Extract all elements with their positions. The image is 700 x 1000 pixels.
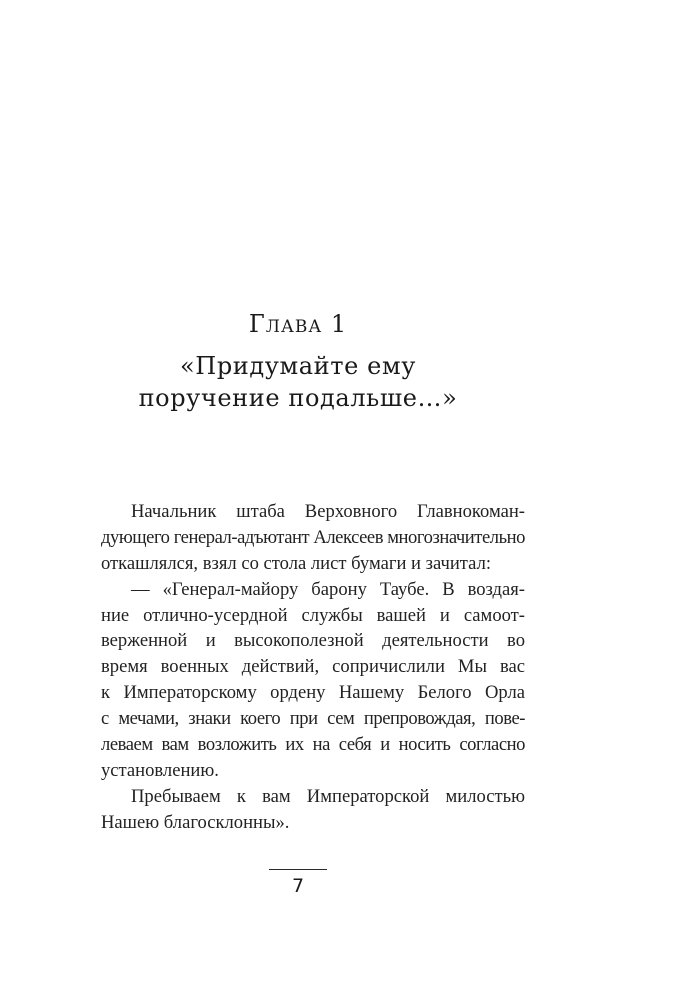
- chapter-number: Глава 1: [248, 310, 348, 338]
- page-number: 7: [291, 875, 305, 897]
- chapter-title: [0, 350, 596, 414]
- chapter-title-line: «Придумайте ему: [180, 352, 416, 380]
- text-line: дующего генерал-адъютант Алексеев многозначительно: [101, 526, 525, 548]
- text-line: Начальник штаба Верховного Главнокоман-: [131, 501, 525, 522]
- text-line: — «Генерал-майору барону Таубе. В воздая-: [131, 578, 525, 600]
- text-line: время военных действий, сопричислили Мы вас: [101, 656, 525, 678]
- text-line: к Императорскому ордену Нашему Белого Орла: [101, 682, 525, 704]
- text-line: верженной и высокополезной деятельности во: [101, 630, 525, 652]
- text-line: Пребываем к вам Императорской милостью: [131, 785, 525, 807]
- text-line: установлению.: [101, 759, 219, 781]
- text-line: Нашею благосклонны».: [101, 811, 290, 833]
- text-line: леваем вам возложить их на себя и носить согласно: [101, 734, 525, 756]
- text-line: откашлялся, взял со стола лист бумаги и зачитал:: [101, 552, 492, 574]
- text-line: с мечами, знаки коего при сем препровождая, пове-: [101, 708, 525, 730]
- text-line: ние отлично-усердной службы вашей и самоот-: [101, 604, 525, 626]
- chapter-title-line: поручение подальше…»: [138, 384, 458, 412]
- page-number-rule: [269, 869, 327, 870]
- body-text: [101, 499, 525, 836]
